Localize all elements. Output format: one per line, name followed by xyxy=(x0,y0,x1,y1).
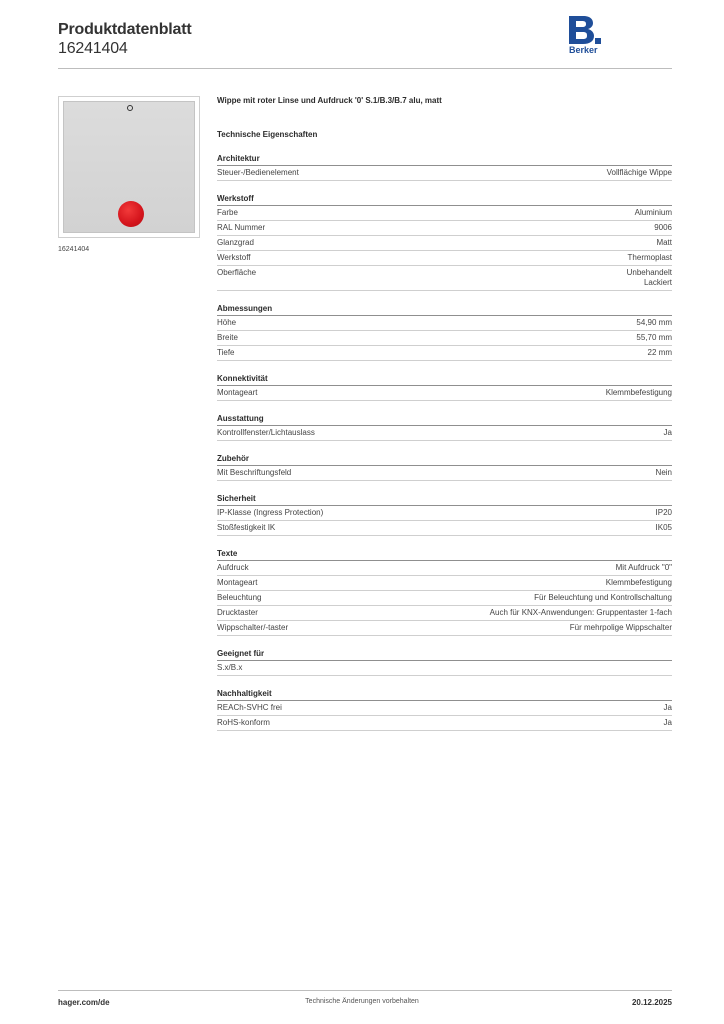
berker-b-icon xyxy=(567,16,601,44)
property-label: Aufdruck xyxy=(217,563,249,572)
property-label: Breite xyxy=(217,333,238,342)
property-row xyxy=(217,346,672,361)
property-value: Unbehandelt Lackiert xyxy=(626,268,672,287)
property-label: Oberfläche xyxy=(217,268,257,277)
property-value: Ja xyxy=(663,718,672,727)
red-lens-icon xyxy=(118,201,144,227)
property-label: IP-Klasse (Ingress Protection) xyxy=(217,508,324,517)
product-details xyxy=(217,96,672,744)
property-row xyxy=(217,716,672,731)
property-value: Ja xyxy=(663,703,672,712)
document-header xyxy=(58,20,192,58)
property-value: Nein xyxy=(655,468,672,477)
property-row xyxy=(217,661,672,676)
section-title: Abmessungen xyxy=(217,304,672,316)
property-label: RoHS-konform xyxy=(217,718,270,727)
product-image xyxy=(58,96,200,238)
property-label: Steuer-/Bedienelement xyxy=(217,168,299,177)
property-value: Für mehrpolige Wippschalter xyxy=(569,623,672,632)
property-row xyxy=(217,331,672,346)
property-value: 54,90 mm xyxy=(636,318,672,327)
document-title: Produktdatenblatt xyxy=(58,21,192,38)
property-row xyxy=(217,206,672,221)
property-row xyxy=(217,561,672,576)
property-label: Höhe xyxy=(217,318,237,327)
property-section xyxy=(217,304,672,361)
property-label: Kontrollfenster/Lichtauslass xyxy=(217,428,315,437)
property-value: Aluminium xyxy=(634,208,672,217)
zero-imprint-icon xyxy=(127,105,133,111)
property-row xyxy=(217,221,672,236)
property-section xyxy=(217,414,672,441)
property-section xyxy=(217,194,672,291)
property-value: Matt xyxy=(656,238,672,247)
property-section xyxy=(217,454,672,481)
property-value: Klemmbefestigung xyxy=(605,388,672,397)
property-row xyxy=(217,266,672,291)
property-section xyxy=(217,689,672,731)
property-section xyxy=(217,374,672,401)
property-row xyxy=(217,466,672,481)
property-value: Auch für KNX-Anwendungen: Gruppentaster 1-fach xyxy=(489,608,672,617)
property-value: 22 mm xyxy=(647,348,672,357)
property-value: 9006 xyxy=(654,223,672,232)
rocker-switch-picture xyxy=(63,101,195,233)
article-number: 16241404 xyxy=(58,40,128,57)
property-label: Montageart xyxy=(217,578,258,587)
product-title: Wippe mit roter Linse und Aufdruck '0' S.1/B.3/B.7 alu, matt xyxy=(217,96,442,105)
property-value: 55,70 mm xyxy=(636,333,672,342)
property-row xyxy=(217,506,672,521)
property-section xyxy=(217,154,672,181)
image-caption: 16241404 xyxy=(58,246,90,253)
property-value: IP20 xyxy=(655,508,672,517)
brand-name: Berker xyxy=(569,45,598,55)
section-title: Nachhaltigkeit xyxy=(217,689,672,701)
property-label: S.x/B.x xyxy=(217,663,243,672)
section-title: Konnektivität xyxy=(217,374,672,386)
section-title: Sicherheit xyxy=(217,494,672,506)
property-row xyxy=(217,576,672,591)
property-label: Tiefe xyxy=(217,348,235,357)
property-label: Mit Beschriftungsfeld xyxy=(217,468,292,477)
property-value: Vollflächige Wippe xyxy=(606,168,672,177)
footer-divider xyxy=(58,990,672,991)
property-section xyxy=(217,549,672,636)
footer-website: hager.com/de xyxy=(58,998,110,1007)
property-value: IK05 xyxy=(655,523,672,532)
property-row xyxy=(217,606,672,621)
berker-logo xyxy=(562,16,612,58)
property-row xyxy=(217,591,672,606)
property-value: Klemmbefestigung xyxy=(605,578,672,587)
header-divider xyxy=(58,68,672,69)
section-title: Architektur xyxy=(217,154,672,166)
property-row xyxy=(217,621,672,636)
property-row xyxy=(217,426,672,441)
property-label: Farbe xyxy=(217,208,238,217)
section-title: Ausstattung xyxy=(217,414,672,426)
section-title: Geeignet für xyxy=(217,649,672,661)
property-label: Montageart xyxy=(217,388,258,397)
property-row xyxy=(217,251,672,266)
section-title: Zubehör xyxy=(217,454,672,466)
property-row xyxy=(217,701,672,716)
property-value: Für Beleuchtung und Kontrollschaltung xyxy=(534,593,672,602)
property-value: Thermoplast xyxy=(627,253,672,262)
property-section xyxy=(217,494,672,536)
property-row xyxy=(217,386,672,401)
property-row xyxy=(217,316,672,331)
property-label: Drucktaster xyxy=(217,608,258,617)
property-section xyxy=(217,649,672,676)
property-label: REACh-SVHC frei xyxy=(217,703,282,712)
property-label: Glanzgrad xyxy=(217,238,254,247)
property-value: Ja xyxy=(663,428,672,437)
property-row xyxy=(217,521,672,536)
section-title: Texte xyxy=(217,549,672,561)
property-value: Mit Aufdruck "0" xyxy=(615,563,672,572)
footer-date: 20.12.2025 xyxy=(631,998,672,1007)
property-row xyxy=(217,166,672,181)
section-title: Werkstoff xyxy=(217,194,672,206)
property-label: Beleuchtung xyxy=(217,593,262,602)
property-label: Werkstoff xyxy=(217,253,251,262)
property-label: RAL Nummer xyxy=(217,223,266,232)
property-label: Stoßfestigkeit IK xyxy=(217,523,276,532)
properties-heading: Technische Eigenschaften xyxy=(217,130,318,139)
property-row xyxy=(217,236,672,251)
property-sections xyxy=(217,154,672,731)
footer-disclaimer: Technische Änderungen vorbehalten xyxy=(305,998,419,1005)
property-label: Wippschalter/-taster xyxy=(217,623,289,632)
